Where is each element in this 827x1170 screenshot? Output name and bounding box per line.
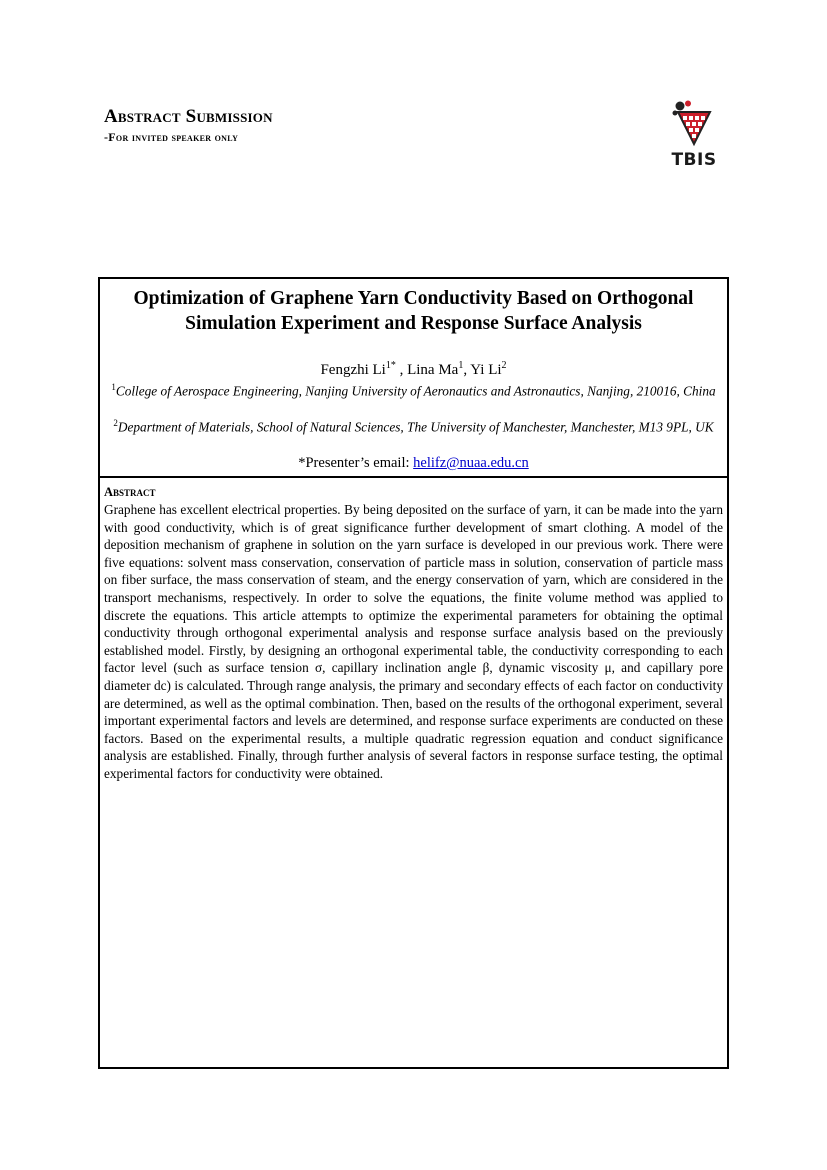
logo-text: TBIS [671,150,717,170]
abstract-section [100,478,727,783]
paper-title: Optimization of Graphene Yarn Conductivity Based on Orthogonal Simulation Experiment and Response Surface Analysis [133,288,694,334]
tbis-logo-icon [664,100,724,150]
author-sup: 1 [458,360,464,371]
author-sup: 2 [501,360,507,371]
affiliation-sup: 1 [111,382,116,392]
submission-subheading: -For invited speaker only [104,130,239,144]
author-name: Fengzhi Li [320,362,386,378]
affiliation-sup: 2 [113,418,118,428]
presenter-label: *Presenter’s email: [298,455,410,471]
affiliation [110,379,717,399]
author-name: Yi Li [470,362,502,378]
abstract-body: Graphene has excellent electrical properties. By being deposited on the surface of yarn, it can be made into the yarn with good conductivity, which is of great significance further development of smart clothing. A model of the deposition mechanism of graphene in solution on the yarn surface is developed in our previous work. There were five equations: solvent mass conservation, conservation of particle mass in solution, conservation of particle mass on fiber surface, the mass conservation of steam, and the energy conservation of yarn, which are considered in the transport mechanisms, respectively. In order to solve the equations, the finite volume method was applied to discrete the equations. This article attempts to optimize the experimental parameters for obtaining the optimal conductivity through orthogonal experimental analysis and response surface analysis based on the previously established model. Firstly, by designing an orthogonal experimental table, the conductivity corresponding to each factor level (such as surface tension σ, capillary inclination angle β, dynamic viscosity μ, and capillary pore diameter dc) is calculated. Through range analysis, the primary and secondary effects of each factor on conductivity are determined, as well as the optimal combination. Then, based on the results of the orthogonal experiment, several important experimental factors and levels are determined, and response surface experiments are conducted on these factors. Based on the experimental results, a multiple quadratic regression equation and conduct significance analysis are established. Finally, through further analysis of several factors in response surface testing, the optimal experimental factors for conductivity were obtained. [104,502,723,781]
presenter-email-line [100,455,727,472]
author-list: Fengzhi $Li^{1*}$ , Lina Ma$^1$, Yi Li$^2$ [320,360,507,378]
affiliation-text: Department of Materials, School of Natural Sciences, The University of Manchester, Manchester, M13 9PL, UK [117,419,714,435]
affiliation-text: College of Aerospace Engineering, Nanjing University of Aeronautics and Astronautics, Nanjing, 210016, China [115,383,716,399]
title-block [100,279,727,478]
email-link[interactable]: helifz@nuaa.edu.cn [413,455,529,471]
affiliation [110,415,717,435]
author-name: Lina Ma [407,362,459,378]
abstract-heading: Abstract [104,485,156,499]
author-sup: 1* [385,360,396,371]
submission-heading: Abstract Submission [104,106,273,127]
tbis-logo [664,100,724,175]
abstract-box [98,277,729,1069]
